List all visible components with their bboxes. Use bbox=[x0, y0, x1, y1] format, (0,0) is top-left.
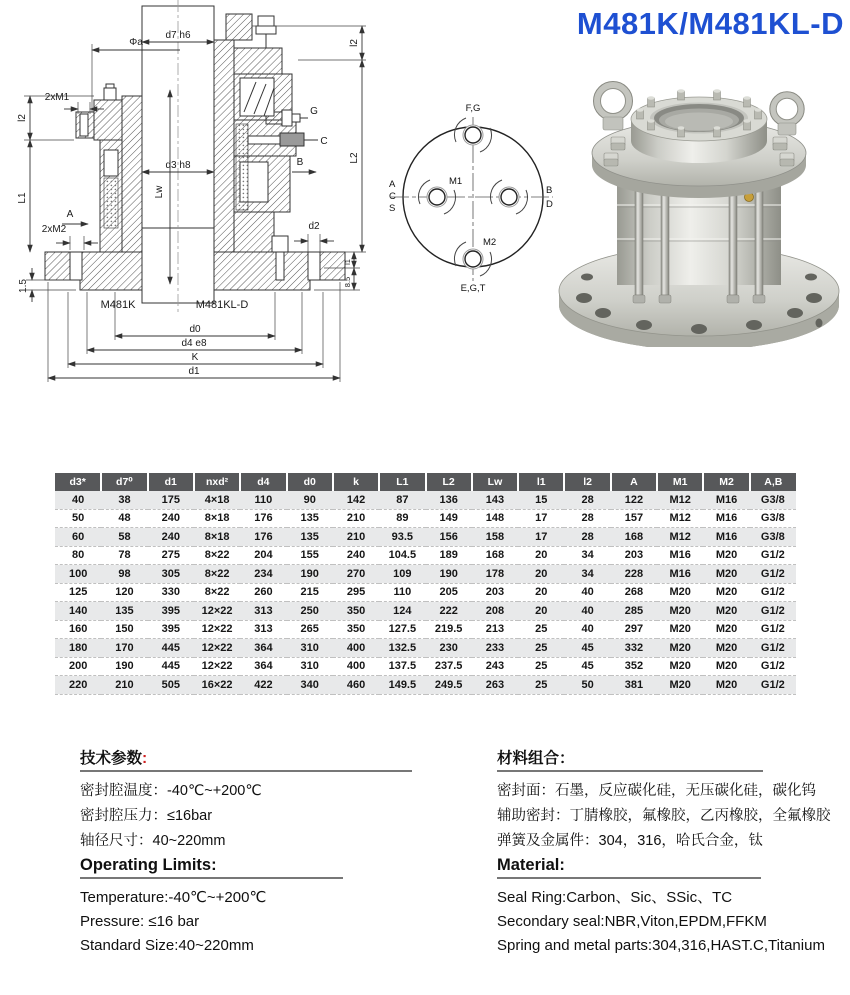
spec-cell: 125 bbox=[55, 583, 101, 602]
spec-cell: 45 bbox=[564, 639, 610, 658]
spec-cell: 132.5 bbox=[379, 639, 425, 658]
spec-cell: 40 bbox=[55, 491, 101, 509]
spec-cell: G1/2 bbox=[750, 602, 796, 621]
section-tech-params bbox=[80, 746, 412, 854]
spec-cell: 158 bbox=[472, 528, 518, 547]
spec-cell: 109 bbox=[379, 565, 425, 584]
spec-col-header: A,B bbox=[750, 473, 796, 491]
spec-line: Standard Size:40~220mm bbox=[80, 937, 254, 954]
table-row bbox=[55, 565, 796, 584]
spec-cell: 200 bbox=[55, 657, 101, 676]
spec-cell: 28 bbox=[564, 528, 610, 547]
spec-cell: 243 bbox=[472, 657, 518, 676]
spec-cell: 332 bbox=[611, 639, 657, 658]
spec-cell: 40 bbox=[564, 620, 610, 639]
spec-line: Spring and metal parts:304,316,HAST.C,Titanium bbox=[497, 937, 825, 954]
spec-cell: M20 bbox=[703, 620, 749, 639]
spec-cell: 20 bbox=[518, 583, 564, 602]
spec-table-head bbox=[55, 473, 796, 491]
spec-cell: 8×22 bbox=[194, 565, 240, 584]
section-rule bbox=[80, 877, 343, 879]
spec-cell: 40 bbox=[564, 583, 610, 602]
spec-cell: 381 bbox=[611, 676, 657, 695]
spec-cell: 240 bbox=[148, 528, 194, 547]
spec-cell: 176 bbox=[240, 509, 286, 528]
spec-col-header: nxd² bbox=[194, 473, 240, 491]
spec-cell: 400 bbox=[333, 639, 379, 658]
spec-cell: 234 bbox=[240, 565, 286, 584]
port-label-a: A bbox=[389, 179, 396, 190]
spec-cell: 400 bbox=[333, 657, 379, 676]
spec-cell: 220 bbox=[55, 676, 101, 695]
spec-cell: 135 bbox=[101, 602, 147, 621]
spec-cell: 460 bbox=[333, 676, 379, 695]
spec-cell: 150 bbox=[101, 620, 147, 639]
spec-cell: G3/8 bbox=[750, 509, 796, 528]
dim-label-b: B bbox=[296, 157, 304, 168]
spec-col-header: d1 bbox=[148, 473, 194, 491]
spec-cell: 157 bbox=[611, 509, 657, 528]
spec-cell: 313 bbox=[240, 602, 286, 621]
spec-cell: 140 bbox=[55, 602, 101, 621]
spec-cell: M20 bbox=[657, 620, 703, 639]
spec-cell: 210 bbox=[333, 509, 379, 528]
dim-label-2xm2: 2xM2 bbox=[41, 224, 67, 235]
spec-cell: 148 bbox=[472, 509, 518, 528]
spec-cell: 176 bbox=[240, 528, 286, 547]
spec-cell: 263 bbox=[472, 676, 518, 695]
spec-cell: M20 bbox=[703, 676, 749, 695]
spec-cell: 395 bbox=[148, 620, 194, 639]
spec-cell: 350 bbox=[333, 602, 379, 621]
spec-col-header: A bbox=[611, 473, 657, 491]
spec-cell: M20 bbox=[657, 676, 703, 695]
product-photo bbox=[553, 55, 845, 347]
dim-label-lw: Lw bbox=[154, 185, 165, 199]
spec-cell: 330 bbox=[148, 583, 194, 602]
eye-bolt-right bbox=[770, 92, 804, 126]
spec-cell: 137.5 bbox=[379, 657, 425, 676]
spec-cell: 445 bbox=[148, 657, 194, 676]
spec-cell: 8×18 bbox=[194, 509, 240, 528]
spec-cell: M12 bbox=[657, 491, 703, 509]
spec-cell: M20 bbox=[657, 639, 703, 658]
spec-cell: 48 bbox=[101, 509, 147, 528]
dim-label-l2-right: L2 bbox=[349, 152, 360, 164]
spec-cell: 149.5 bbox=[379, 676, 425, 695]
port-label-c: C bbox=[389, 191, 396, 202]
spec-cell: 265 bbox=[287, 620, 333, 639]
spec-cell: 230 bbox=[426, 639, 472, 658]
port-label-s: S bbox=[389, 203, 396, 214]
dim-label-d2: d2 bbox=[308, 221, 320, 232]
spec-cell: 189 bbox=[426, 546, 472, 565]
spec-cell: 93.5 bbox=[379, 528, 425, 547]
spec-cell: G1/2 bbox=[750, 620, 796, 639]
spec-cell: 149 bbox=[426, 509, 472, 528]
spec-cell: 17 bbox=[518, 509, 564, 528]
spec-cell: 205 bbox=[426, 583, 472, 602]
section-title-materials-cn: 材料组合： bbox=[497, 750, 575, 767]
section-title-tech: 技术参数: bbox=[80, 750, 148, 767]
spec-cell: M20 bbox=[657, 602, 703, 621]
spec-cell: 395 bbox=[148, 602, 194, 621]
spec-cell: 190 bbox=[287, 565, 333, 584]
technical-drawing bbox=[10, 0, 400, 420]
spec-cell: 155 bbox=[287, 546, 333, 565]
spec-cell: G1/2 bbox=[750, 546, 796, 565]
section-title-material: Material: bbox=[497, 856, 565, 874]
spec-line: Pressure: ≤16 bar bbox=[80, 913, 200, 930]
spec-cell: 208 bbox=[472, 602, 518, 621]
dim-label-d1: d1 bbox=[188, 366, 200, 377]
spec-cell: 297 bbox=[611, 620, 657, 639]
spec-cell: 89 bbox=[379, 509, 425, 528]
spec-cell: 350 bbox=[333, 620, 379, 639]
spec-cell: 122 bbox=[611, 491, 657, 509]
spec-cell: 190 bbox=[426, 565, 472, 584]
table-row bbox=[55, 620, 796, 639]
spec-cell: 237.5 bbox=[426, 657, 472, 676]
spec-cell: M20 bbox=[657, 657, 703, 676]
dim-label-8-5: 8.5 bbox=[343, 276, 352, 288]
spec-cell: 249.5 bbox=[426, 676, 472, 695]
spec-cell: G3/8 bbox=[750, 528, 796, 547]
spec-col-header: d7⁰ bbox=[101, 473, 147, 491]
spec-col-header: d3* bbox=[55, 473, 101, 491]
spec-cell: 12×22 bbox=[194, 639, 240, 658]
spec-line: Seal Ring:Carbon、Sic、SSic、TC bbox=[497, 889, 733, 906]
spec-cell: 310 bbox=[287, 639, 333, 658]
spec-line: 辅助密封：丁腈橡胶，氟橡胶，乙丙橡胶，全氟橡胶 bbox=[497, 808, 831, 824]
spec-cell: 142 bbox=[333, 491, 379, 509]
spec-cell: M16 bbox=[703, 491, 749, 509]
dim-label-d0: d0 bbox=[189, 324, 201, 335]
dim-label-d4: d4 e8 bbox=[181, 338, 207, 349]
section-material-en bbox=[497, 856, 825, 958]
spec-cell: 215 bbox=[287, 583, 333, 602]
spec-cell: 203 bbox=[472, 583, 518, 602]
spec-cell: G3/8 bbox=[750, 491, 796, 509]
spec-cell: 135 bbox=[287, 509, 333, 528]
spec-cell: 98 bbox=[101, 565, 147, 584]
section-rule bbox=[497, 877, 761, 879]
port-label-m2: M2 bbox=[483, 237, 497, 248]
spec-cell: 20 bbox=[518, 602, 564, 621]
spec-cell: 15 bbox=[518, 491, 564, 509]
spec-cell: 310 bbox=[287, 657, 333, 676]
model-label-m481kl-d: M481KL-D bbox=[195, 299, 249, 311]
spec-cell: 305 bbox=[148, 565, 194, 584]
table-row bbox=[55, 657, 796, 676]
spec-cell: 16×22 bbox=[194, 676, 240, 695]
spec-cell: 104.5 bbox=[379, 546, 425, 565]
port-label-m1: M1 bbox=[449, 176, 463, 187]
spec-cell: 17 bbox=[518, 528, 564, 547]
dim-label-d3: d3 h8 bbox=[165, 160, 191, 171]
spec-line: 密封面：石墨，反应碳化硅，无压碳化硅，碳化钨 bbox=[497, 783, 816, 799]
spec-col-header: d0 bbox=[287, 473, 333, 491]
dim-label-phi-a: Φa bbox=[129, 37, 143, 48]
port-diagram bbox=[385, 95, 553, 293]
spec-cell: 124 bbox=[379, 602, 425, 621]
spec-cell: M20 bbox=[703, 639, 749, 658]
spec-cell: 90 bbox=[287, 491, 333, 509]
spec-cell: 127.5 bbox=[379, 620, 425, 639]
spec-cell: 28 bbox=[564, 491, 610, 509]
section-title-operating: Operating Limits: bbox=[80, 856, 217, 874]
spec-cell: 268 bbox=[611, 583, 657, 602]
spec-cell: 160 bbox=[55, 620, 101, 639]
section-rule bbox=[80, 770, 412, 772]
spec-cell: G1/2 bbox=[750, 657, 796, 676]
spec-cell: 168 bbox=[472, 546, 518, 565]
spec-cell: 505 bbox=[148, 676, 194, 695]
table-row bbox=[55, 583, 796, 602]
spec-cell: 45 bbox=[564, 657, 610, 676]
spec-cell: 136 bbox=[426, 491, 472, 509]
spec-cell: 78 bbox=[101, 546, 147, 565]
spec-cell: 25 bbox=[518, 639, 564, 658]
port-label-egt: E,G,T bbox=[460, 283, 486, 293]
spec-cell: G1/2 bbox=[750, 639, 796, 658]
spec-cell: M20 bbox=[703, 657, 749, 676]
table-row bbox=[55, 528, 796, 547]
spec-cell: 87 bbox=[379, 491, 425, 509]
spec-cell: 219.5 bbox=[426, 620, 472, 639]
spec-cell: 352 bbox=[611, 657, 657, 676]
spec-cell: 120 bbox=[101, 583, 147, 602]
spec-cell: 210 bbox=[333, 528, 379, 547]
spec-cell: M20 bbox=[703, 565, 749, 584]
spec-cell: M20 bbox=[703, 602, 749, 621]
spec-cell: 275 bbox=[148, 546, 194, 565]
spec-col-header: d4 bbox=[240, 473, 286, 491]
spec-cell: 12×22 bbox=[194, 620, 240, 639]
spec-cell: G1/2 bbox=[750, 583, 796, 602]
spec-cell: 38 bbox=[101, 491, 147, 509]
spec-cell: M16 bbox=[657, 546, 703, 565]
spec-cell: M20 bbox=[703, 546, 749, 565]
spec-cell: 156 bbox=[426, 528, 472, 547]
spec-cell: 364 bbox=[240, 639, 286, 658]
spec-cell: M12 bbox=[657, 528, 703, 547]
dim-label-1-5: 1.5 bbox=[18, 279, 29, 293]
dim-label-l2-left: l2 bbox=[17, 114, 28, 122]
spec-line: 轴径尺寸：40~220mm bbox=[80, 833, 226, 849]
spec-cell: 222 bbox=[426, 602, 472, 621]
spec-cell: 178 bbox=[472, 565, 518, 584]
spec-cell: 135 bbox=[287, 528, 333, 547]
spec-cell: 110 bbox=[379, 583, 425, 602]
table-row bbox=[55, 509, 796, 528]
spec-cell: 34 bbox=[564, 565, 610, 584]
spec-cell: 270 bbox=[333, 565, 379, 584]
spec-cell: 285 bbox=[611, 602, 657, 621]
spec-cell: 340 bbox=[287, 676, 333, 695]
gland-collar bbox=[631, 89, 767, 163]
spec-cell: 25 bbox=[518, 620, 564, 639]
spec-col-header: M2 bbox=[703, 473, 749, 491]
spec-cell: 80 bbox=[55, 546, 101, 565]
table-row bbox=[55, 602, 796, 621]
spec-cell: 20 bbox=[518, 565, 564, 584]
spec-cell: M20 bbox=[703, 583, 749, 602]
spec-col-header: Lw bbox=[472, 473, 518, 491]
section-rule bbox=[497, 770, 763, 772]
spec-cell: 204 bbox=[240, 546, 286, 565]
spec-col-header: L1 bbox=[379, 473, 425, 491]
section-materials-cn bbox=[497, 746, 831, 854]
spec-cell: 50 bbox=[55, 509, 101, 528]
spec-line: Secondary seal:NBR,Viton,EPDM,FFKM bbox=[497, 913, 767, 930]
dim-label-2xm1: 2xM1 bbox=[44, 92, 70, 103]
dim-label-g: G bbox=[310, 106, 318, 117]
page-title: M481K/M481KL-D bbox=[576, 6, 844, 41]
table-row bbox=[55, 491, 796, 509]
spec-cell: 180 bbox=[55, 639, 101, 658]
spec-cell: 4×18 bbox=[194, 491, 240, 509]
spec-cell: 445 bbox=[148, 639, 194, 658]
spec-cell: 20 bbox=[518, 546, 564, 565]
spec-cell: 100 bbox=[55, 565, 101, 584]
spec-cell: 110 bbox=[240, 491, 286, 509]
table-row bbox=[55, 546, 796, 565]
spec-cell: 40 bbox=[564, 602, 610, 621]
spec-cell: M20 bbox=[657, 583, 703, 602]
spec-cell: 295 bbox=[333, 583, 379, 602]
dim-label-l1-small: l1 bbox=[343, 259, 352, 265]
spec-cell: 233 bbox=[472, 639, 518, 658]
spec-cell: 58 bbox=[101, 528, 147, 547]
spec-cell: 210 bbox=[101, 676, 147, 695]
spec-cell: 260 bbox=[240, 583, 286, 602]
spec-cell: M12 bbox=[657, 509, 703, 528]
spec-col-header: k bbox=[333, 473, 379, 491]
dim-label-c: C bbox=[320, 136, 328, 147]
spec-cell: 8×22 bbox=[194, 583, 240, 602]
spec-cell: G1/2 bbox=[750, 676, 796, 695]
spec-cell: 313 bbox=[240, 620, 286, 639]
spec-cell: 8×22 bbox=[194, 546, 240, 565]
eye-bolt-left bbox=[594, 82, 633, 121]
spec-col-header: l1 bbox=[518, 473, 564, 491]
spec-cell: 168 bbox=[611, 528, 657, 547]
dim-label-d7: d7 h6 bbox=[165, 30, 191, 41]
port-label-b: B bbox=[546, 185, 553, 196]
spec-cell: 170 bbox=[101, 639, 147, 658]
spec-cell: 228 bbox=[611, 565, 657, 584]
spec-cell: 203 bbox=[611, 546, 657, 565]
table-row bbox=[55, 676, 796, 695]
dim-label-l2-top: l2 bbox=[349, 39, 360, 47]
spec-cell: 25 bbox=[518, 676, 564, 695]
spec-cell: 25 bbox=[518, 657, 564, 676]
spec-cell: 34 bbox=[564, 546, 610, 565]
port-label-fg: F,G bbox=[465, 103, 481, 114]
spec-cell: 60 bbox=[55, 528, 101, 547]
spec-cell: 50 bbox=[564, 676, 610, 695]
spec-line: 密封腔温度：-40℃~+200℃ bbox=[80, 783, 262, 799]
spec-line: 弹簧及金属件：304，316，哈氏合金，钛 bbox=[497, 833, 763, 849]
spec-cell: M16 bbox=[657, 565, 703, 584]
table-row bbox=[55, 639, 796, 658]
spec-cell: 213 bbox=[472, 620, 518, 639]
spec-cell: 28 bbox=[564, 509, 610, 528]
spec-line: Temperature:-40℃~+200℃ bbox=[80, 889, 267, 906]
spec-cell: 364 bbox=[240, 657, 286, 676]
spec-cell: 8×18 bbox=[194, 528, 240, 547]
spec-col-header: L2 bbox=[426, 473, 472, 491]
spec-cell: M16 bbox=[703, 509, 749, 528]
spec-col-header: M1 bbox=[657, 473, 703, 491]
spec-cell: 12×22 bbox=[194, 602, 240, 621]
spec-cell: 12×22 bbox=[194, 657, 240, 676]
dim-label-a: A bbox=[66, 209, 74, 220]
spec-cell: 240 bbox=[148, 509, 194, 528]
spec-table bbox=[55, 473, 796, 695]
spec-table-body bbox=[55, 491, 796, 694]
spec-cell: G1/2 bbox=[750, 565, 796, 584]
port-label-d: D bbox=[546, 199, 553, 210]
dim-label-k: K bbox=[191, 352, 199, 363]
model-label-m481k: M481K bbox=[100, 299, 136, 311]
spec-cell: 422 bbox=[240, 676, 286, 695]
spec-cell: 240 bbox=[333, 546, 379, 565]
spec-cell: 190 bbox=[101, 657, 147, 676]
section-operating-limits bbox=[80, 856, 343, 958]
spec-line: 密封腔压力：≤16bar bbox=[80, 808, 213, 824]
spec-cell: 175 bbox=[148, 491, 194, 509]
shaft bbox=[142, 0, 214, 315]
spec-cell: 143 bbox=[472, 491, 518, 509]
spec-cell: 250 bbox=[287, 602, 333, 621]
dim-label-l1: L1 bbox=[17, 192, 28, 204]
spec-cell: M16 bbox=[703, 528, 749, 547]
spec-col-header: l2 bbox=[564, 473, 610, 491]
